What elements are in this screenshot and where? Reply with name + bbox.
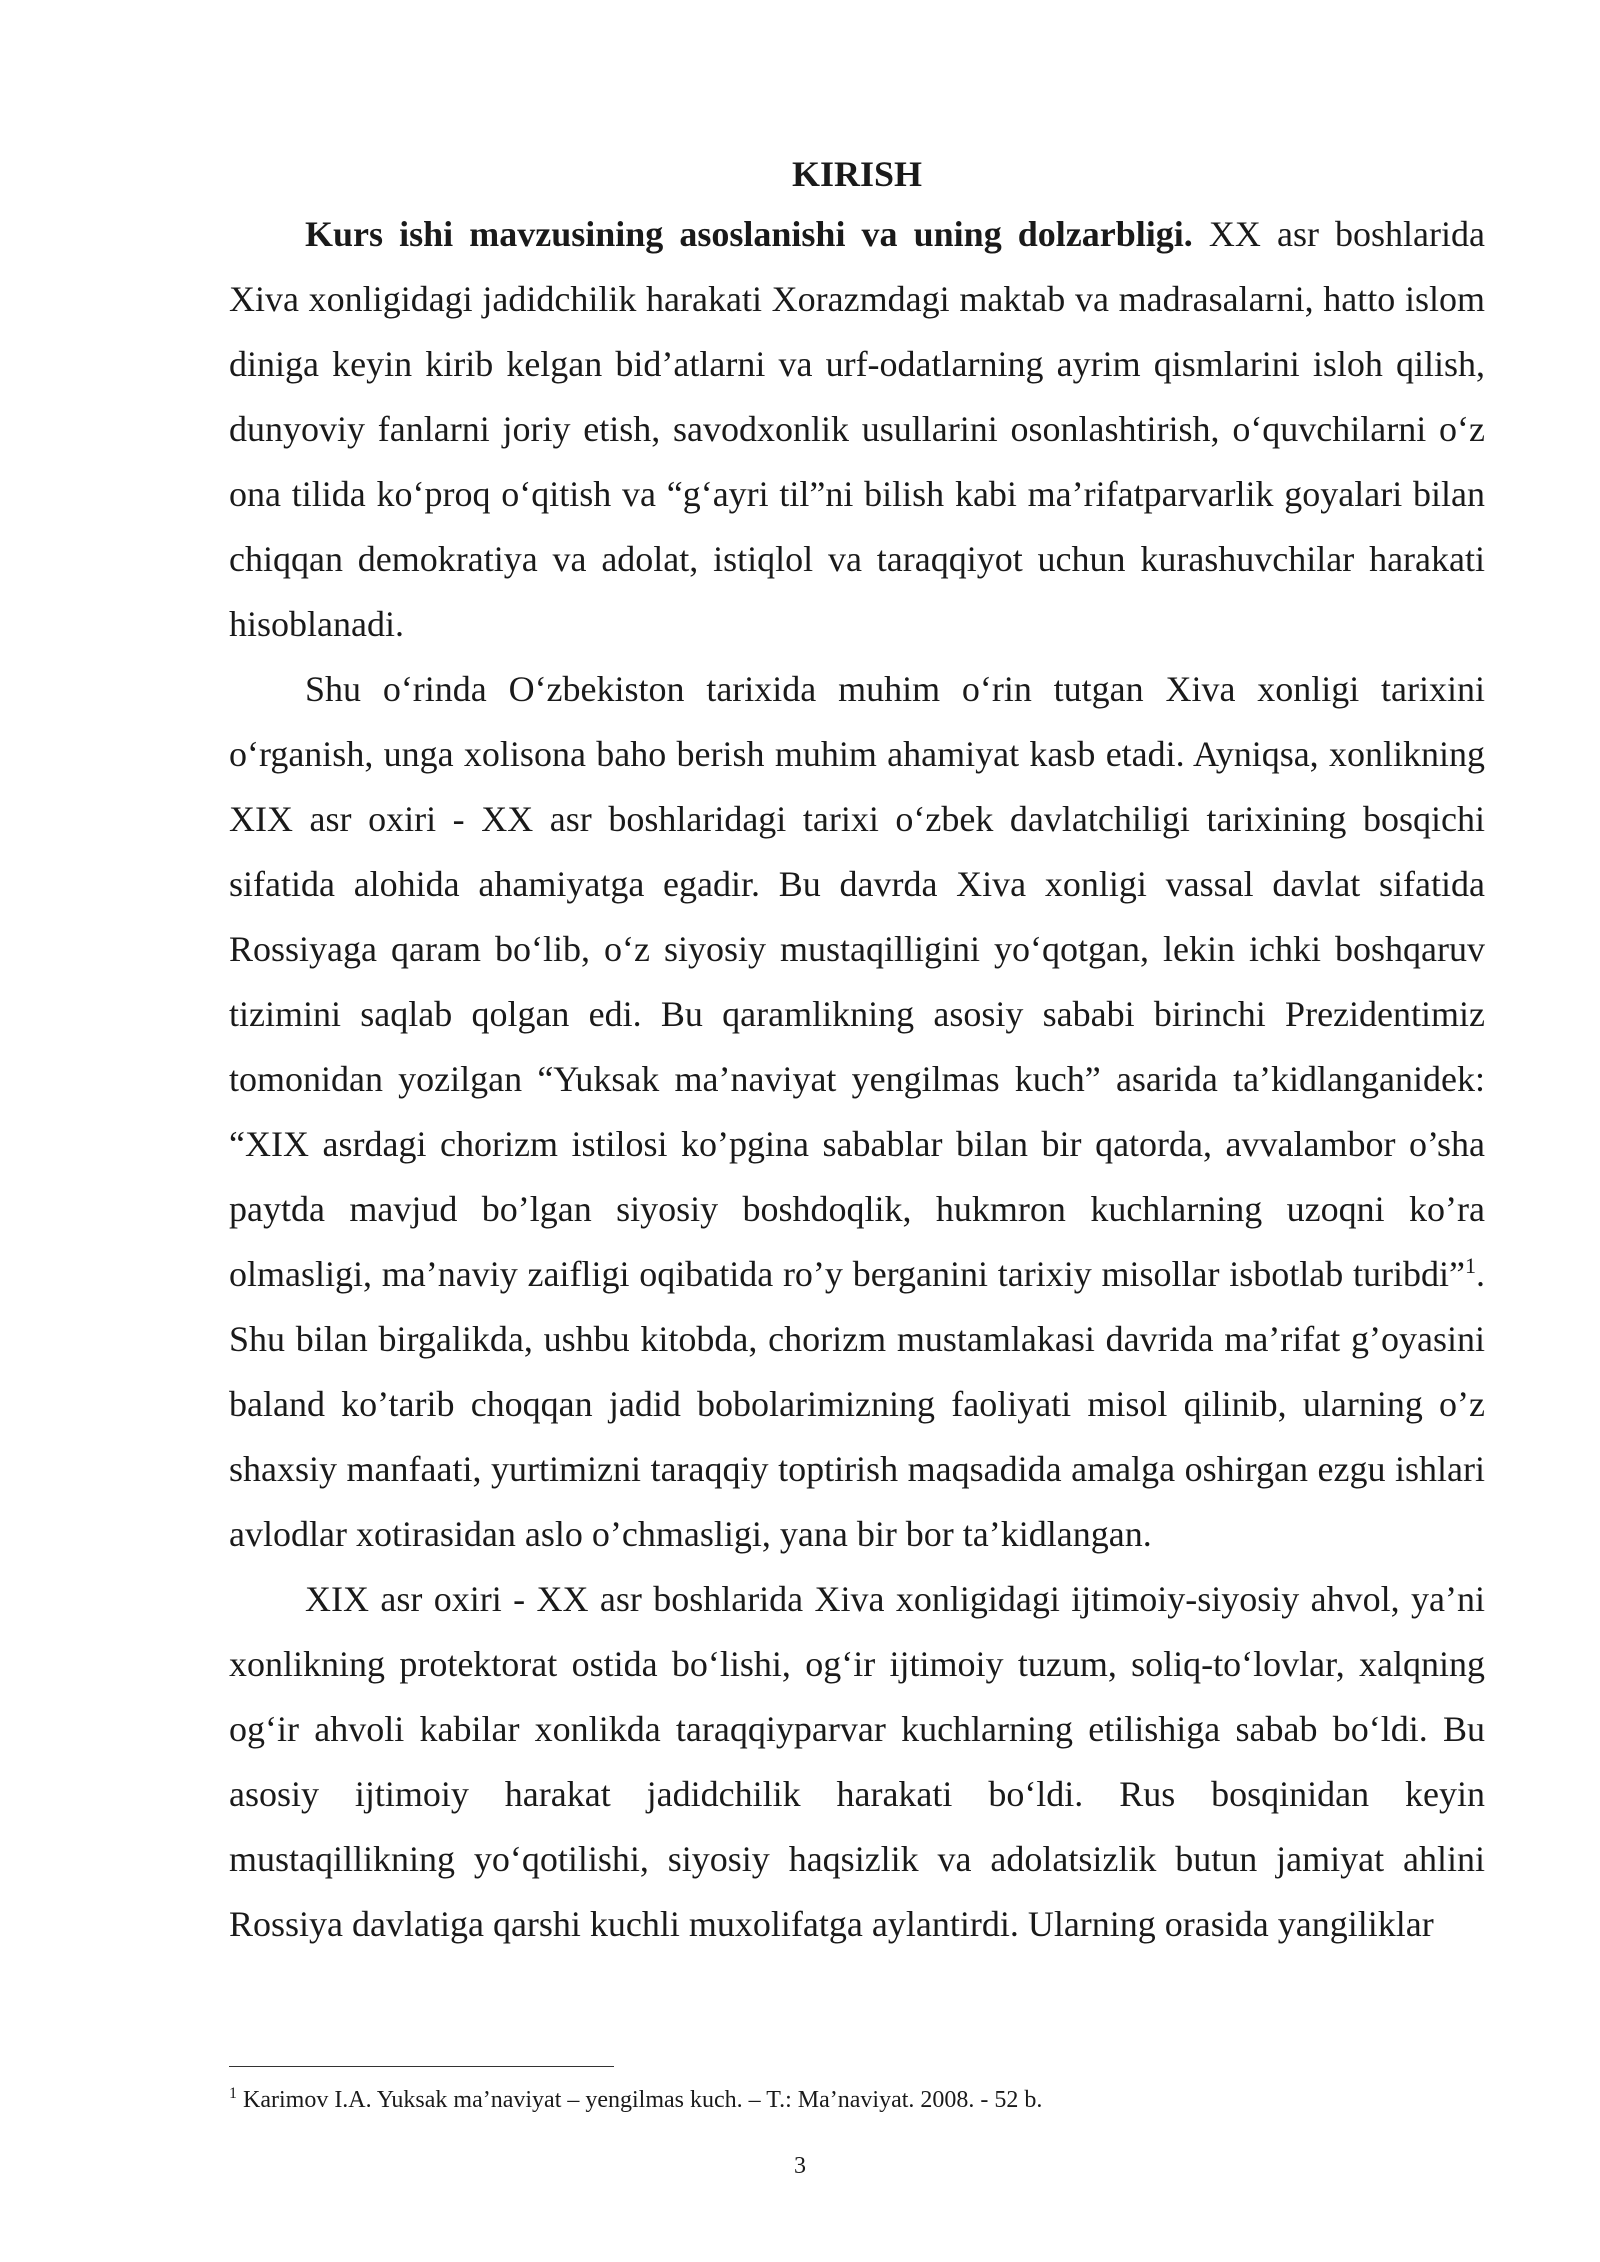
paragraph-2 (229, 657, 1485, 1567)
footnote (229, 2084, 1485, 2116)
page-number: 3 (794, 2153, 806, 2179)
paragraph-lead: Kurs ishi mavzusining asoslanishi va uning dolzarbligi. (305, 214, 1193, 254)
paragraph-3 (229, 1567, 1485, 1957)
section-title: KIRISH (791, 154, 923, 194)
footnote-text: Karimov I.A. Yuksak ma’naviyat – yengilmas kuch. – T.: Ma’naviyat. 2008. - 52 b. (243, 2087, 1043, 2113)
footnote-separator (229, 2066, 614, 2067)
paragraph-2-text: Shu o‘rinda O‘zbekiston tarixida muhim o‘rin tutgan Xiva xonligi tarixini o‘rganish, unga xolisona baho berish muhim ahamiyat kasb etadi. Ayniqsa, xonlikning XIX asr oxiri - XX asr boshlaridagi tarixi o‘zbek davlatchiligi tarixining bosqichi sifatida alohida ahamiyatga egadir. Bu davrda Xiva xonligi vassal davlat sifatida Rossiyaga qaram bo‘lib, o‘z siyosiy mustaqilligini yo‘qotgan, lekin ichki boshqaruv tizimini saqlab qolgan edi. Bu qaramlikning asosiy sababi birinchi Prezidentimiz tomonidan yozilgan “Yuksak ma’naviyat yengilmas kuch” asarida ta’kidlanganidek: “XIX asrdagi chorizm istilosi ko’pgina sabablar bilan bir qatorda, avvalambor o’sha paytda mavjud bo’lgan siyosiy boshdoqlik, hukmron kuchlarning uzoqni ko’ra olmasligi, ma’naviy zaifligi oqibatida ro’y berganini tarixiy misollar isbotlab turibdi” (229, 669, 1485, 1294)
paragraph-1 (229, 202, 1485, 657)
document-page (229, 150, 1485, 1957)
paragraph-2-text-after: . Shu bilan birgalikda, ushbu kitobda, chorizm mustamlakasi davrida ma’rifat g’oyasini baland ko’tarib choqqan jadid bobolarimizning faoliyati misol qilinib, ularning o’z shaxsiy manfaati, yurtimizni taraqqiy toptirish maqsadida amalga oshirgan ezgu ishlari avlodlar xotirasidan aslo o’chmasligi, yana bir bor ta’kidlangan. (229, 1254, 1485, 1554)
footnote-reference[interactable]: 1 (1465, 1253, 1476, 1278)
paragraph-1-text: XX asr boshlarida Xiva xonligidagi jadidchilik harakati Xorazmdagi maktab va madrasalarni, hatto islom diniga keyin kirib kelgan bid’atlarni va urf-odatlarning ayrim qismlarini isloh qilish, dunyoviy fanlarni joriy etish, savodxonlik usullarini osonlashtirish, o‘quvchilarni o‘z ona tilida ko‘proq o‘qitish va “g‘ayri til”ni bilish kabi ma’rifatparvarlik goyalari bilan chiqqan demokratiya va adolat, istiqlol va taraqqiyot uchun kurashuvchilar harakati hisoblanadi. (229, 214, 1485, 644)
footnote-mark: 1 (229, 2085, 237, 2102)
paragraph-3-text: XIX asr oxiri - XX asr boshlarida Xiva xonligidagi ijtimoiy-siyosiy ahvol, ya’ni xonlikning protektorat ostida bo‘lishi, og‘ir ijtimoiy tuzum, soliq-to‘lovlar, xalqning og‘ir ahvoli kabilar xonlikda taraqqiyparvar kuchlarning etilishiga sabab bo‘ldi. Bu asosiy ijtimoiy harakat jadidchilik harakati bo‘ldi. Rus bosqinidan keyin mustaqillikning yo‘qotilishi, siyosiy haqsizlik va adolatsizlik butun jamiyat ahlini Rossiya davlatiga qarshi kuchli muxolifatga aylantirdi. Ularning orasida yangiliklar (229, 1579, 1485, 1944)
